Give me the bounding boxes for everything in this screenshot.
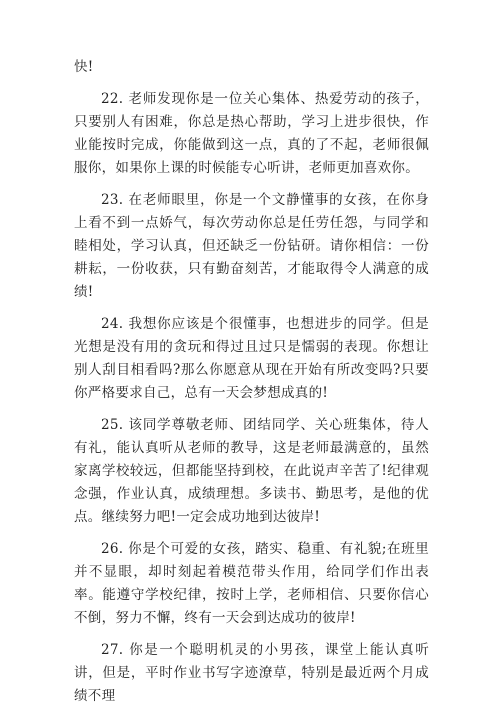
paragraph-24: 24. 我想你应该是个很懂事，也想进步的同学。但是光想是没有用的贪玩和得过且过只是懦弱的表现。你想让别人刮目相看吗?那么你愿意从现在开始有所改变吗?只要你严格要求自己，总有一天会梦想成真的!	[74, 316, 429, 401]
paragraph-continuation: 快!	[74, 59, 94, 75]
paragraph-23: 23. 在老师眼里，你是一个文静懂事的女孩，在你身上看不到一点娇气，每次劳动你总是任劳任怨，与同学和睦相处，学习认真，但还缺乏一份钻研。请你相信：一份耕耘，一份收获，只有勤奋刻苦，才能取得令人满意的成绩!	[74, 192, 429, 300]
paragraph-22: 22. 老师发现你是一位关心集体、热爱劳动的孩子，只要别人有困难，你总是热心帮助，学习上进步很快，作业能按时完成，你能做到这一点，真的了不起，老师很佩服你，如果你上课的时候能专心听讲，老师更加喜欢你。	[74, 91, 429, 176]
paragraph-25: 25. 该同学尊敬老师、团结同学、关心班集体，待人有礼，能认真听从老师的教导，这是老师最满意的，虽然家离学校较远，但都能坚持到校，在此说声辛苦了!纪律观念强，作业认真，成绩理想。多读书、勤思考，是他的优点。继续努力吧!一定会成功地到达彼岸!	[74, 417, 429, 525]
paragraph-26: 26. 你是个可爱的女孩，踏实、稳重、有礼貌;在班里并不显眼，却时刻起着模范带头作用，给同学们作出表率。能遵守学校纪律，按时上学，老师相信、只要你信心不倒，努力不懈，终有一天会到达成功的彼岸!	[74, 541, 429, 626]
document-page	[74, 56, 429, 717]
paragraph-27: 27. 你是一个聪明机灵的小男孩，课堂上能认真听讲，但是，平时作业书写字迹潦草，特别是最近两个月成绩不理	[74, 642, 429, 704]
